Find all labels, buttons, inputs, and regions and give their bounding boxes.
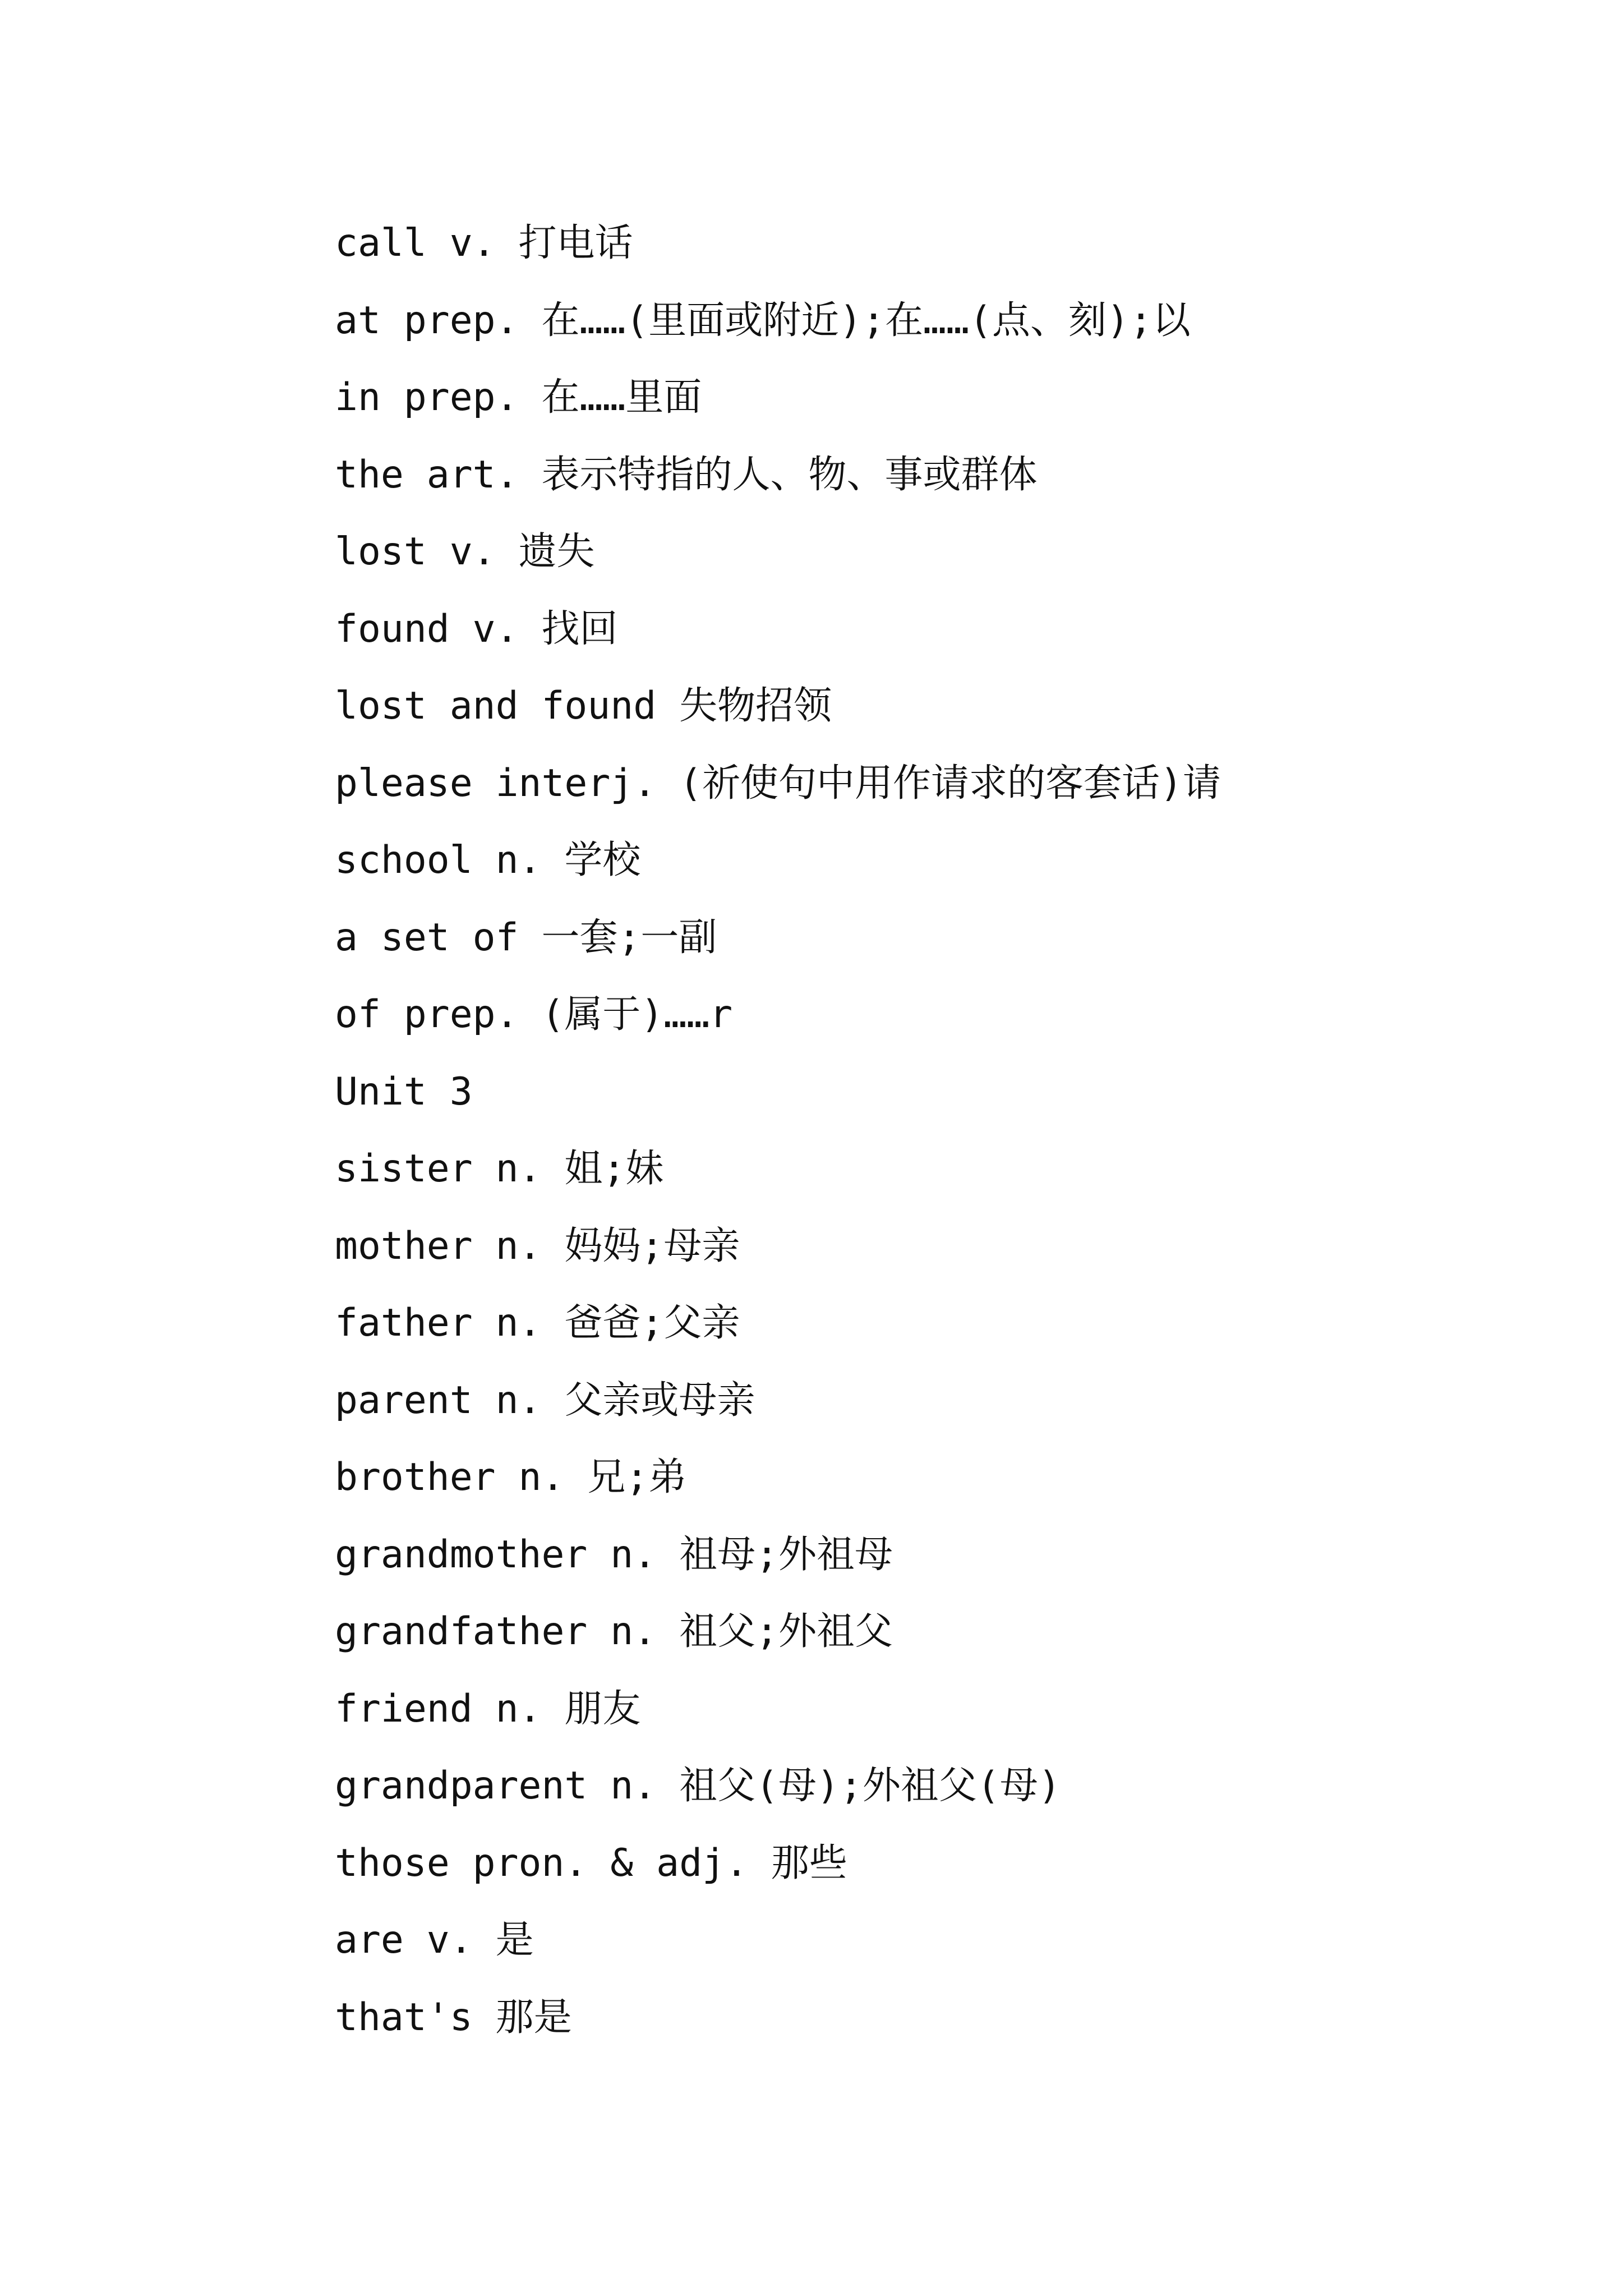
vocab-entry-in: in prep. 在……里面 (335, 375, 702, 420)
vocab-entry-grandmother: grandmother n. 祖母;外祖母 (335, 1532, 893, 1577)
vocabulary-list (335, 205, 1221, 2056)
vocab-entry-lost: lost v. 遗失 (335, 530, 595, 574)
vocab-entry-call: call v. 打电话 (335, 221, 633, 265)
unit-heading: Unit 3 (335, 1069, 473, 1114)
vocab-entry-the: the art. 表示特指的人、物、事或群体 (335, 452, 1038, 497)
vocab-entry-school: school n. 学校 (335, 838, 641, 882)
vocab-entry-parent: parent n. 父亲或母亲 (335, 1378, 755, 1423)
vocab-entry-father: father n. 爸爸;父亲 (335, 1301, 740, 1345)
vocab-entry-brother: brother n. 兄;弟 (335, 1455, 687, 1499)
vocab-entry-a-set-of: a set of 一套;一副 (335, 915, 717, 960)
vocab-entry-those: those pron. & adj. 那些 (335, 1841, 847, 1885)
vocab-entry-friend: friend n. 朋友 (335, 1686, 641, 1731)
vocab-entry-at: at prep. 在……(里面或附近);在……(点、刻);以 (335, 298, 1191, 343)
vocab-entry-grandfather: grandfather n. 祖父;外祖父 (335, 1609, 893, 1654)
vocab-entry-please: please interj. (祈使句中用作请求的客套话)请 (335, 761, 1221, 806)
vocab-entry-thats: that's 那是 (335, 1995, 572, 2040)
vocab-entry-mother: mother n. 妈妈;母亲 (335, 1223, 740, 1268)
vocab-entry-lost-and-found: lost and found 失物招领 (335, 684, 832, 728)
vocab-entry-sister: sister n. 姐;妹 (335, 1147, 664, 1191)
vocab-entry-are: are v. 是 (335, 1918, 534, 1962)
vocab-entry-found: found v. 找回 (335, 606, 618, 651)
vocab-entry-of: of prep. (属于)……r (335, 992, 733, 1037)
vocab-entry-grandparent: grandparent n. 祖父(母);外祖父(母) (335, 1764, 1061, 1808)
